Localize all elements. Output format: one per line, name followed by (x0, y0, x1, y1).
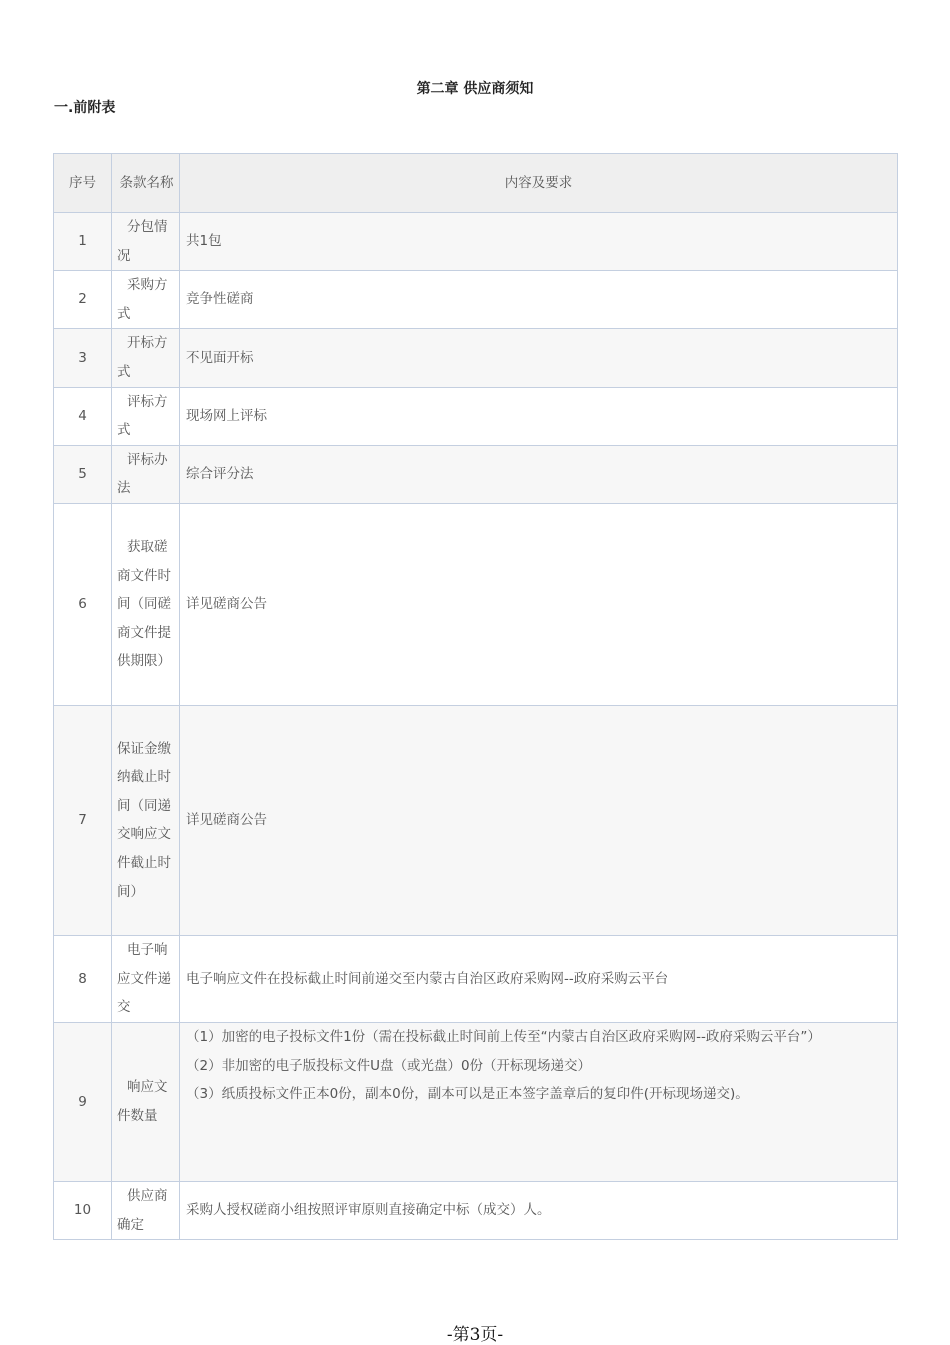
row-name: 响应文件数量 (112, 1022, 180, 1181)
table-row (54, 1181, 898, 1239)
content-line: 不见面开标 (186, 349, 254, 366)
table-row (54, 705, 898, 935)
page-number: -第3页- (446, 1325, 504, 1345)
row-name: 分包情况 (112, 213, 180, 271)
row-num: 9 (54, 1022, 112, 1181)
table-row (54, 213, 898, 271)
table-row (54, 445, 898, 503)
content-line: 现场网上评标 (186, 407, 267, 424)
content-line: （3）纸质投标文件正本0份，副本0份，副本可以是正本签字盖章后的复印件(开标现场递交)。 (186, 1086, 749, 1103)
row-name: 采购方式 (112, 271, 180, 329)
row-num: 8 (54, 935, 112, 1022)
table-row (54, 271, 898, 329)
content-line: 详见磋商公告 (186, 812, 267, 829)
table-row (54, 935, 898, 1022)
row-name: 开标方式 (112, 329, 180, 387)
row-num: 10 (54, 1181, 112, 1239)
appendix-table (53, 153, 898, 1240)
content-line: 电子响应文件在投标截止时间前递交至内蒙古自治区政府采购网--政府采购云平台 (186, 970, 669, 987)
chapter-title: 第二章 供应商须知 (416, 81, 534, 97)
row-num: 5 (54, 445, 112, 503)
row-num: 4 (54, 387, 112, 445)
row-name: 获取磋商文件时间（同磋商文件提供期限） (112, 503, 180, 705)
row-content (180, 445, 898, 503)
row-name: 电子响应文件递交 (112, 935, 180, 1022)
row-name: 评标方式 (112, 387, 180, 445)
row-content (180, 329, 898, 387)
header-content: 内容及要求 (180, 154, 898, 213)
row-content (180, 935, 898, 1022)
row-name: 保证金缴纳截止时间（同递交响应文件截止时间） (112, 705, 180, 935)
row-content (180, 503, 898, 705)
content-line: 共1包 (186, 233, 222, 250)
row-content (180, 271, 898, 329)
table-row (54, 329, 898, 387)
content-line: 采购人授权磋商小组按照评审原则直接确定中标（成交）人。 (186, 1202, 551, 1219)
content-line: 详见磋商公告 (186, 596, 267, 613)
row-content (180, 213, 898, 271)
table-row (54, 387, 898, 445)
content-line: （2）非加密的电子版投标文件U盘（或光盘）0份（开标现场递交） (186, 1057, 592, 1074)
row-content (180, 387, 898, 445)
row-num: 2 (54, 271, 112, 329)
row-num: 3 (54, 329, 112, 387)
row-content (180, 1181, 898, 1239)
table-header-row (54, 154, 898, 213)
row-num: 7 (54, 705, 112, 935)
header-num: 序号 (54, 154, 112, 213)
row-content (180, 705, 898, 935)
table-row (54, 1022, 898, 1181)
content-line: 综合评分法 (186, 466, 254, 483)
row-name: 供应商确定 (112, 1181, 180, 1239)
content-line: 竞争性磋商 (186, 291, 254, 308)
table-row (54, 503, 898, 705)
section-title: 一.前附表 (54, 100, 116, 116)
row-num: 6 (54, 503, 112, 705)
row-name: 评标办法 (112, 445, 180, 503)
row-num: 1 (54, 213, 112, 271)
content-line: （1）加密的电子投标文件1份（需在投标截止时间前上传至“内蒙古自治区政府采购网--政府采购云平台”） (186, 1028, 821, 1045)
row-content (180, 1022, 898, 1181)
header-name: 条款名称 (112, 154, 180, 213)
